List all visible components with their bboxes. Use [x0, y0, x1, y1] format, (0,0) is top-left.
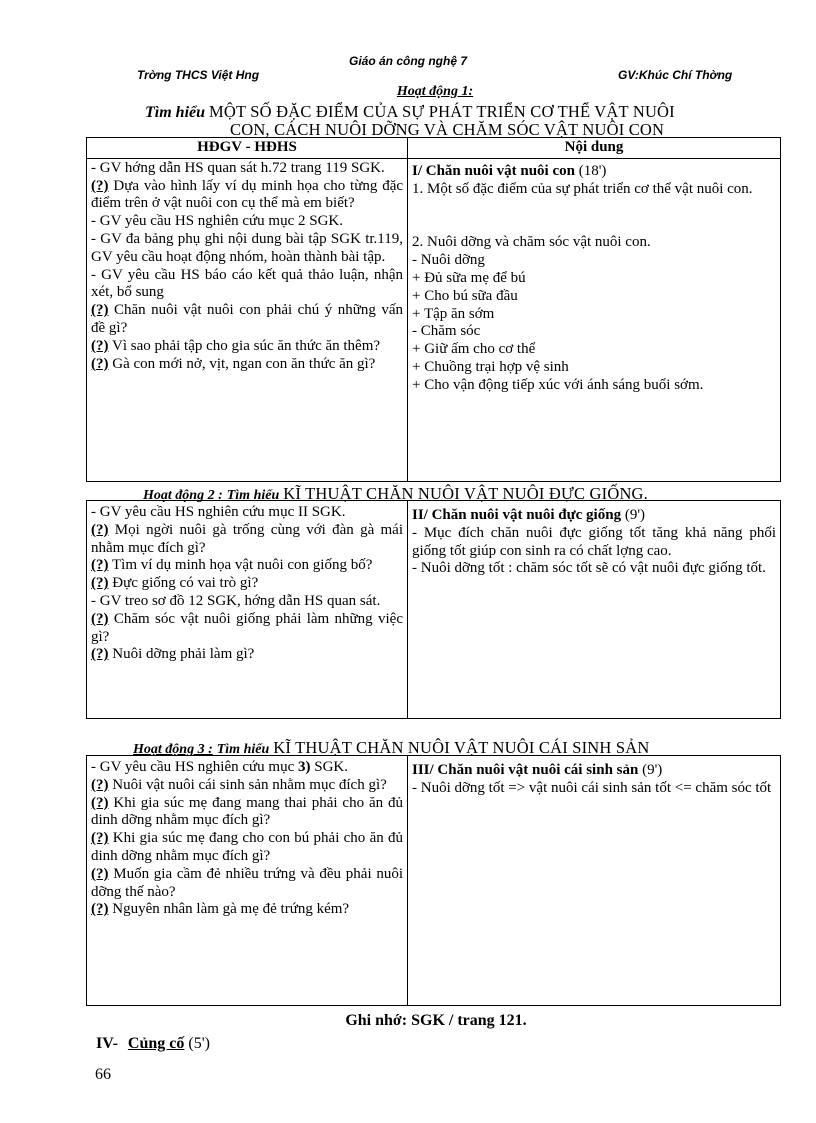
header-left: HĐGV - HĐHS	[87, 138, 408, 159]
activity-3-prefix: Tìm hiểu	[216, 742, 270, 757]
activity-1-title: Hoạt động 1:	[396, 84, 474, 99]
question-mark: (?)	[91, 610, 109, 627]
sec3-left-cell	[87, 756, 408, 1006]
question-mark: (?)	[91, 177, 109, 194]
sec2-right-0: - Mục đích chăn nuôi đực giống tốt tăng khả năng phối giống tốt giúp con sinh ra có chất lợng cao.	[412, 524, 776, 559]
page-number: 66	[95, 1066, 111, 1083]
activity-1-topic	[145, 102, 675, 122]
section-iv-label: Củng cố	[127, 1035, 185, 1052]
sec1-right-2: - Nuôi dỡng	[412, 252, 485, 269]
sec1-heading: I/ Chăn nuôi vật nuôi con (18')	[412, 162, 607, 179]
sec1-left-0: - GV hớng dẫn HS quan sát h.72 trang 119 SGK.	[91, 159, 385, 176]
activity-1-topic-line1: MỘT SỐ ĐẶC ĐIỂM CỦA SỰ PHÁT TRIỂN CƠ THỂ VẬT NUÔI	[209, 102, 675, 121]
sec1-right-3: + Đủ sữa mẹ để bú	[412, 269, 526, 286]
sec2-left-5: (?) Chăm sóc vật nuôi giống phải làm những việc gì?	[91, 610, 403, 645]
sec1-left-2: - GV yêu cầu HS nghiên cứu mục 2 SGK.	[91, 213, 343, 230]
question-mark: (?)	[91, 521, 109, 538]
sec1-right-9: + Cho vận động tiếp xúc với ánh sáng buổi sớm.	[412, 376, 704, 393]
sec3-heading: III/ Chăn nuôi vật nuôi cái sinh sản (9')	[412, 762, 663, 778]
sec3-right-cell	[408, 756, 781, 1006]
sec2-heading: II/ Chăn nuôi vật nuôi đực giống (9')	[412, 507, 646, 523]
sec3-left-3: (?) Muốn gia cầm đẻ nhiều trứng và đều phải nuôi dỡng thế nào?	[91, 865, 404, 900]
sec2-left-4: - GV treo sơ đồ 12 SGK, hớng dẫn HS quan sát.	[91, 592, 381, 609]
sec2-left-3: (?) Đực giống có vai trò gì?	[91, 575, 259, 592]
sec3-left-4: (?) Nguyên nhân làm gà mẹ đẻ trứng kém?	[91, 901, 350, 918]
sec1-right-8: + Chuồng trại hợp vệ sinh	[412, 358, 569, 375]
activity-2-title: Hoạt động 2 :	[143, 488, 223, 503]
question-mark: (?)	[91, 355, 109, 372]
sec3-right-0: - Nuôi dỡng tốt => vật nuôi cái sinh sản tốt <= chăm sóc tốt	[412, 779, 772, 796]
sec1-right-7: + Giữ ấm cho cơ thể	[412, 341, 536, 358]
sec1-left-7: (?) Gà con mới nở, vịt, ngan con ăn thức ăn gì?	[91, 355, 376, 372]
sec1-right-4: + Cho bú sữa đầu	[412, 287, 518, 304]
section-iv-time: (5')	[188, 1035, 210, 1052]
question-mark: (?)	[91, 557, 109, 574]
sec2-left-cell	[87, 501, 408, 719]
question-mark: (?)	[91, 901, 109, 918]
sec1-left-4: - GV yêu cầu HS báo cáo kết quả thảo luận, nhận xét, bổ sung	[91, 266, 403, 301]
sec2-left-2: (?) Tìm ví dụ minh họa vật nuôi con giống bố?	[91, 557, 373, 574]
activity-3-topic: KĨ THUẬT CHĂN NUÔI VẬT NUÔI CÁI SINH SẢN	[273, 738, 650, 757]
question-mark: (?)	[91, 302, 109, 319]
question-mark: (?)	[91, 794, 109, 811]
section-iv	[96, 1035, 210, 1053]
sec1-left-6: (?) Vì sao phải tập cho gia súc ăn thức ăn thêm?	[91, 337, 381, 354]
sec3-left-1: (?) Khi gia súc mẹ đang mang thai phải cho ăn đủ dinh dỡng nhằm mục đích gì?	[91, 794, 404, 829]
activity-3-table	[86, 755, 781, 1006]
activity-2-topic: KĨ THUẬT CHĂN NUÔI VẬT NUÔI ĐỰC GIỐNG.	[283, 484, 649, 503]
sec1-left-1: (?) Dựa vào hình lấy ví dụ minh họa cho từng đặc điểm trên ở vật nuôi con cụ thể mà em biết?	[91, 177, 404, 212]
header-right: Nội dung	[408, 138, 781, 159]
sec3-left-0: (?) Nuôi vật nuôi cái sinh sản nhằm mục đích gì?	[91, 776, 387, 793]
question-mark: (?)	[91, 575, 109, 592]
question-mark: (?)	[91, 646, 109, 663]
sec1-left-3: - GV đa bảng phụ ghi nội dung bài tập SGK tr.119, GV yêu cầu hoạt động nhóm, hoàn thành bài tập.	[91, 230, 403, 265]
section-iv-number: IV-	[96, 1035, 118, 1052]
question-mark: (?)	[91, 865, 109, 882]
sec2-right-1: - Nuôi dỡng tốt : chăm sóc tốt sẽ có vật nuôi đực giống tốt.	[412, 560, 766, 577]
question-mark: (?)	[91, 776, 109, 793]
sec2-left-6: (?) Nuôi dỡng phải làm gì?	[91, 646, 255, 663]
sec1-right-6: - Chăm sóc	[412, 323, 481, 340]
sec1-right-1: 2. Nuôi dỡng và chăm sóc vật nuôi con.	[412, 234, 651, 251]
sec1-right-5: + Tập ăn sớm	[412, 305, 495, 322]
sec3-left-intro: - GV yêu cầu HS nghiên cứu mục 3) SGK.	[91, 759, 348, 775]
memo-note: Ghi nhớ: SGK / trang 121.	[345, 1012, 527, 1029]
activity-2-table	[86, 500, 781, 719]
sec1-left-cell	[87, 158, 408, 481]
activity-1-topic-line2: CON, CÁCH NUÔI DỠNG VÀ CHĂM SÓC VẬT NUÔI CON	[230, 120, 665, 139]
doc-title: Giáo án công nghệ 7	[348, 54, 467, 68]
activity-1-table	[86, 137, 781, 482]
sec2-left-1: (?) Mọi ngời nuôi gà trống cùng với đàn gà mái nhằm mục đích gì?	[91, 521, 403, 556]
sec2-right-cell	[408, 501, 781, 719]
sec1-left-5: (?) Chăn nuôi vật nuôi con phải chú ý những vấn đề gì?	[91, 302, 403, 336]
sec1-right-cell	[408, 158, 781, 481]
activity-2-prefix: Tìm hiểu	[226, 488, 280, 503]
sec3-left-2: (?) Khi gia súc mẹ đang cho con bú phải cho ăn đủ dinh dỡng nhằm mục đích gì?	[91, 830, 404, 864]
sec1-right-0: 1. Một số đặc điểm của sự phát triển cơ thể vật nuôi con.	[412, 180, 753, 197]
school-name: Trờng THCS Việt Hng	[137, 68, 260, 82]
question-mark: (?)	[91, 830, 109, 847]
teacher-name: GV:Khúc Chí Thờng	[618, 68, 733, 82]
question-mark: (?)	[91, 337, 109, 354]
activity-1-prefix: Tìm hiểu	[145, 104, 206, 121]
activity-3-title: Hoạt động 3 :	[133, 742, 213, 757]
sec2-left-0: - GV yêu cầu HS nghiên cứu mục II SGK.	[91, 504, 346, 520]
